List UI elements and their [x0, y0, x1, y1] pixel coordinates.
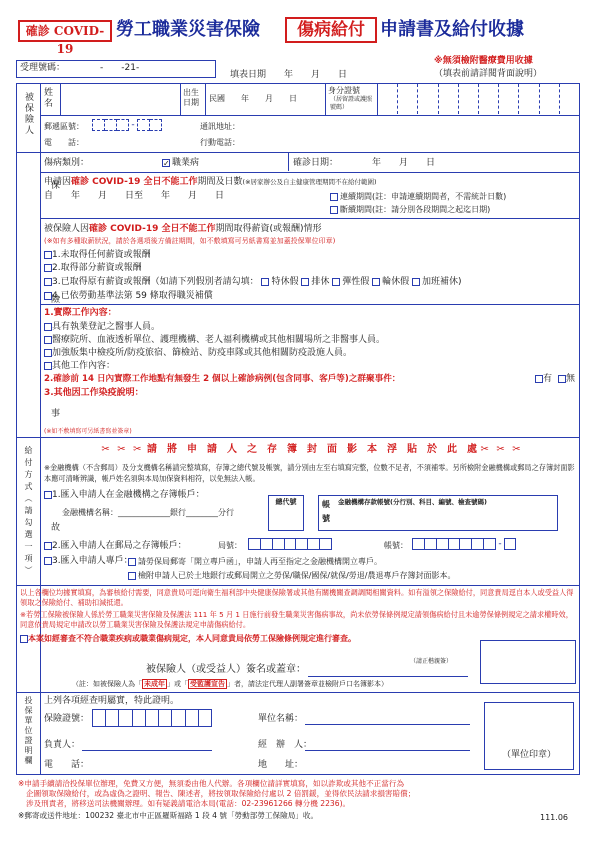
unit-name-label[interactable]: 單位名稱：: [258, 714, 304, 724]
salary-intro: 被保險人因確診 COVID-19 全日不能工作期間取得薪資(或報酬)情形: [44, 224, 322, 234]
bank-account-side: 帳號: [322, 500, 330, 523]
special-account-opt-b[interactable]: 檢附申請人已於土地銀行或郵局開立之勞保/職保/國保/就保/勞退/農退專戶存簿封面影本。: [128, 571, 455, 581]
declaration-para2: ※若勞工保險被保險人係於勞工職業災害保險及保護法 111 年 5 月 1 日施行前發生職業災害傷病事故，尚未依勞保條例規定請領傷病給付且未逾勞保條例規定之請求權時效，同意依貴局規定申請改以勞工職業災害保險及保護法規定申請傷病給付。: [20, 610, 573, 629]
leave-checkbox-1[interactable]: [261, 278, 269, 286]
cluster-no[interactable]: 無: [558, 374, 575, 385]
phone-label[interactable]: 電 話：: [44, 138, 84, 147]
work-item-3[interactable]: 加強版集中檢疫所/防疫旅宿、篩檢站、防疫車隊或其他相關防疫設施人員。: [44, 348, 352, 359]
payment-checkbox-1[interactable]: [44, 491, 52, 499]
receipt-value: - -21-: [100, 63, 140, 73]
unit-seal-label: （單位印章）: [501, 750, 556, 760]
insurance-number-cells[interactable]: [92, 709, 212, 727]
payment-note: ※金融機構（不含郵局）及分支機構名稱請完整填寫，存簿之總代號及帳號，請分別由左至右填寫完整，位數不足者，不須補零。另所檢附金融機構或郵局之存簿封面影本應可清晰辨識，帳戶姓名須與本局加保資料相符，以免無法入帳。: [44, 463, 575, 483]
owner-label[interactable]: 負責人：: [44, 740, 81, 750]
bank-code-label: 總代號: [275, 498, 297, 506]
birth-label: 出生日期: [183, 88, 199, 107]
covid-tag: 確診 COVID-19: [18, 20, 112, 42]
review-agreement-checkbox[interactable]: [20, 635, 28, 643]
footer-line1: ※申請手續請洽投保單位辦理，免費又方便，無須委由他人代辦。各項欄位請詳實填寫，如以詐欺或其他不正當行為: [18, 779, 405, 788]
bank-name-row[interactable]: 金融機構名稱：_____________銀行________分行: [62, 508, 234, 517]
post-account-label[interactable]: 帳號：: [384, 541, 408, 550]
leave-checkbox-2[interactable]: [301, 278, 309, 286]
insured-side-label: 被保險人: [23, 92, 33, 136]
type-label: 傷病類別：: [44, 158, 90, 168]
period-intro: 申請因確診 COVID-19 全日不能工作期間及日數(※居家辦公及自主健康管理期間不在給付範圍): [44, 177, 377, 187]
cluster-event-question: 2.確診前 14 日內實際工作地點有無發生 2 個以上確診病例(包含同事、客戶等)之群聚事件：: [44, 374, 401, 384]
post-office-number[interactable]: 局號：: [218, 541, 242, 550]
receipt-label: 受理號碼：: [20, 63, 66, 73]
salary-checkbox-1[interactable]: [44, 251, 52, 259]
work-item-2[interactable]: 醫療院所、血液透析單位、護理機構、老人福利機構或其他相關場所之非醫事人員。: [44, 335, 385, 346]
footer-line4: ※郵寄或送件地址：100232 臺北市中正區羅斯福路 1 段 4 號「勞動部勞工保險局」收。: [18, 811, 319, 820]
name-label: 姓名: [44, 88, 54, 109]
id-label: 身分證號: [328, 86, 360, 95]
no-receipt-note: ※無須檢附醫療費用收據: [434, 56, 533, 66]
payment-option-1[interactable]: 1.匯入申請人在金融機構之存簿帳戶：: [44, 490, 205, 501]
id-sub: （居留證或護照號碼）: [330, 96, 373, 111]
intermittent-option[interactable]: 斷續期間(註：請分別各段期間之起迄日期): [330, 205, 490, 215]
work-title: 1.實際工作內容：: [44, 308, 117, 318]
salary-note: (※如有多種取薪狀況，請於各選項後方備註期間，如不敷填寫可另紙書寫並加蓋投保單位印章): [44, 237, 336, 245]
injury-side-label: 保 險 事 故: [49, 180, 59, 579]
intermittent-checkbox[interactable]: [330, 206, 338, 214]
leave-checkbox-5[interactable]: [412, 278, 420, 286]
work-item-1[interactable]: 具有執業登記之醫事人員。: [44, 322, 160, 333]
work-checkbox-2[interactable]: [44, 336, 52, 344]
cluster-yes-checkbox[interactable]: [535, 375, 543, 383]
title-highlight: 傷病給付: [285, 17, 377, 43]
period-dates[interactable]: 自 年 月 日至 年 月 日: [44, 191, 225, 201]
other-reason-note: (※如不敷填寫可另紙書寫並簽章): [44, 428, 132, 435]
mobile-label[interactable]: 行動電話：: [200, 138, 240, 147]
diagnosis-label: 確診日期：: [293, 158, 339, 168]
bank-account-label: 金融機構存款帳號(分行別、科目、編號、檢查號碼): [338, 498, 487, 506]
type-checkbox[interactable]: ✓: [163, 158, 170, 168]
payment-option-3[interactable]: 3.匯入申請人專戶：: [44, 556, 133, 567]
payment-checkbox-3[interactable]: [44, 557, 52, 565]
special-account-checkbox-a[interactable]: [128, 558, 136, 566]
footer-line3: 涉及刑責者，將移送司法機關辦理。如有疑義請電洽本局(電話：02-23961266 轉分機 2236)。: [26, 799, 351, 808]
review-agreement[interactable]: 本案如經審查不符合職業疾病或職業傷病規定，本人同意貴局依勞工保險條例規定進行審查。: [20, 634, 356, 644]
continuous-checkbox[interactable]: [330, 193, 338, 201]
type-value[interactable]: ✓ 職業病: [163, 158, 200, 168]
name-field[interactable]: [61, 84, 179, 114]
address-label[interactable]: 通訊地址：: [200, 122, 240, 131]
payment-side-label: 給付方式（請勾選一項）: [24, 446, 33, 578]
salary-checkbox-3[interactable]: [44, 278, 52, 286]
signature-box[interactable]: [480, 640, 576, 684]
cluster-yes[interactable]: 有: [535, 374, 552, 385]
signature-hint: （請正楷親簽）: [410, 658, 453, 665]
work-checkbox-4[interactable]: [44, 362, 52, 370]
postcode-field[interactable]: -: [92, 119, 172, 131]
salary-option-4[interactable]: 4.已依勞動基準法第 59 條取得職災補償: [44, 291, 213, 302]
special-account-checkbox-b[interactable]: [128, 572, 136, 580]
title-part2: 申請書及給付收據: [380, 19, 524, 40]
read-back-note: （填表前請詳閱背面說明）: [434, 69, 543, 79]
salary-option-3[interactable]: 3.已取得原有薪資或報酬（如請下列假別者請勾填： 特休假 排休 彈性假 輪休假 加班補休): [44, 277, 462, 288]
passbook-banner: ✂ ✂ ✂ 請 將 申 請 人 之 存 簿 封 面 影 本 浮 貼 於 此 處 ✂ ✂ ✂: [101, 444, 523, 455]
diagnosis-value[interactable]: 年 月 日: [372, 158, 436, 168]
salary-option-2[interactable]: 2.取得部分薪資或報酬: [44, 263, 142, 274]
postcode-label: 郵遞區號：: [44, 122, 84, 131]
payment-option-2[interactable]: 2.匯入申請人在郵局之存簿帳戶：: [44, 541, 187, 552]
insurance-number-label: 保險證號：: [44, 714, 90, 724]
id-number-cells[interactable]: [378, 84, 579, 114]
employer-intro: 上列各項經查明屬實，特此證明。: [44, 696, 180, 706]
post-office-cells[interactable]: [248, 538, 332, 550]
work-checkbox-3[interactable]: [44, 349, 52, 357]
post-account-cells[interactable]: [412, 538, 496, 550]
work-item-4[interactable]: 其他工作內容：: [44, 361, 115, 372]
employer-side-label: 投保單位證明欄: [24, 696, 33, 766]
signature-note: （註：如被保險人為「 未成年 」或「 受監護宣告 」者，請法定代理人副署簽章並檢附戶口名簿影本）: [72, 680, 388, 688]
salary-checkbox-2[interactable]: [44, 264, 52, 272]
leave-checkbox-4[interactable]: [372, 278, 380, 286]
handler-label[interactable]: 經 辦 人：: [258, 740, 313, 750]
employer-phone-label[interactable]: 電 話：: [44, 760, 90, 770]
leave-checkbox-3[interactable]: [332, 278, 340, 286]
salary-option-1[interactable]: 1.未取得任何薪資或報酬: [44, 250, 151, 261]
birth-value[interactable]: 民國 年 月 日: [209, 94, 297, 103]
signature-label: 被保險人（或受益人）簽名或蓋章：: [146, 664, 306, 675]
continuous-option[interactable]: 連續期間(註：申請連續期間者，不需統計日數): [330, 192, 506, 202]
form-version: 111.06: [540, 813, 568, 822]
footer-line2: 企圖領取保險給付，或為虛偽之證明、報告、陳述者，將按領取保險給付處以 2 倍罰鍰，並得依民法請求損害賠償；: [26, 789, 416, 798]
declaration-para1: 以上各欄位均據實填寫，為審核給付需要，同意貴局可逕向衛生福利部中央健康保險署或其他有關機關查調調閱相關資料。如有溢領之保險給付，同意貴局逕自本人或受益人得領取之保險給付、補助扣減抵還。: [20, 588, 574, 607]
salary-checkbox-4[interactable]: [44, 292, 52, 300]
cluster-no-checkbox[interactable]: [558, 375, 566, 383]
fill-date[interactable]: 填表日期 年 月 日: [230, 70, 348, 80]
special-account-opt-a[interactable]: 請勞保局郵寄「開立專戶函」，申請人再至指定之金融機構開立專戶。: [128, 557, 382, 567]
other-reason-label[interactable]: 3.其他因工作染疫說明：: [44, 388, 144, 398]
work-checkbox-1[interactable]: [44, 323, 52, 331]
title-part1: 勞工職業災害保險: [116, 19, 260, 40]
employer-address-label[interactable]: 地 址：: [258, 760, 304, 770]
payment-checkbox-2[interactable]: [44, 542, 52, 550]
